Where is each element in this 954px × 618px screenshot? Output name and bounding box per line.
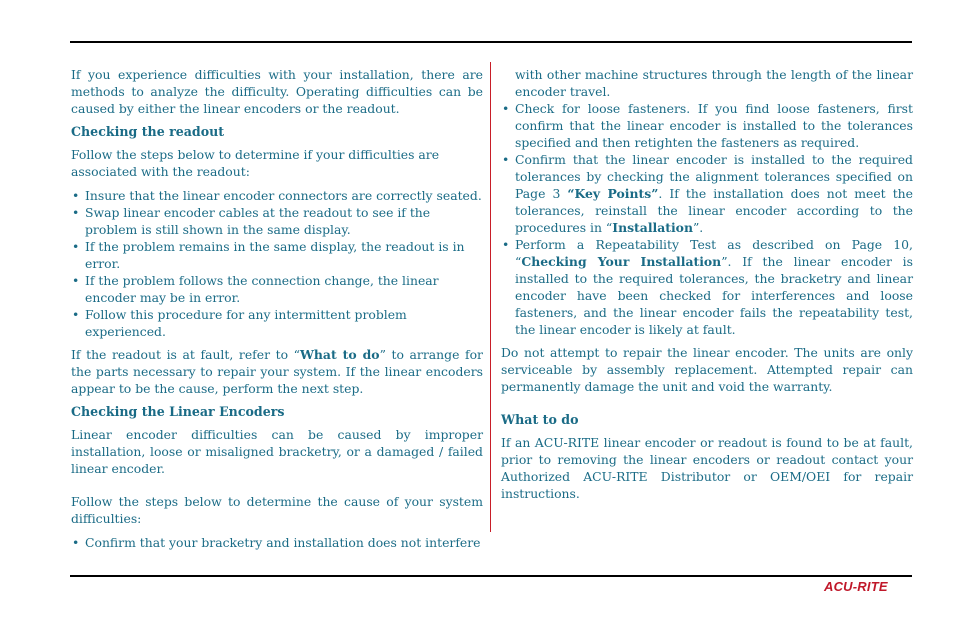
heading-checking-readout: Checking the readout: [71, 124, 225, 139]
bullet-icon: •: [72, 307, 80, 322]
bullet-icon: •: [502, 152, 510, 167]
bullet-icon: •: [72, 239, 80, 254]
list-item: • Follow this procedure for any intermittent problem experienced.: [72, 307, 407, 339]
list-item: • Confirm that the linear encoder is installed to the required tolerances by checking the alignment tolerances specified on Page 3 “Key Points”. If the installation does not meet the tolerances, reinstall the linear encoder according to the procedures in “Installation”.: [502, 152, 913, 235]
list-item: • Confirm that your bracketry and installation does not interfere: [72, 535, 481, 550]
encoders-paragraph: Linear encoder difficulties can be caused by improper installation, loose or misaligned bracketry, or a damaged / failed linear encoder.: [71, 427, 483, 476]
list-item: • Perform a Repeatability Test as described on Page 10, “Checking Your Installation”. If the linear encoder is installed to the required tolerances, the bracketry and linear encoder have been checked for interferences and loose fasteners, and the linear encoder fails the repeatability test, the linear encoder is likely at fault.: [502, 237, 913, 337]
list-item: • Swap linear encoder cables at the readout to see if the problem is still shown in the same display.: [72, 205, 431, 237]
readout-intro: Follow the steps below to determine if your difficulties are associated with the readout:: [71, 147, 440, 179]
bullet-icon: •: [72, 188, 80, 203]
encoders-intro: Follow the steps below to determine the cause of your system difficulties:: [71, 494, 483, 526]
bullet-icon: •: [502, 101, 510, 116]
header-rule: [70, 41, 912, 43]
left-column: [71, 66, 483, 551]
list-item: • If the problem remains in the same display, the readout is in error.: [72, 239, 465, 271]
installation-reference: Installation: [612, 220, 693, 235]
list-item: • Insure that the linear encoder connectors are correctly seated.: [72, 188, 482, 203]
bullet-icon: •: [502, 237, 510, 252]
what-to-do-paragraph: If an ACU-RITE linear encoder or readout is found to be at fault, prior to removing the linear encoders or readout contact your Authorized ACU-RITE Distributor or OEM/OEI for repair instructions.: [501, 435, 913, 501]
bullet-icon: •: [72, 273, 80, 288]
repair-warning-paragraph: Do not attempt to repair the linear encoder. The units are only serviceable by assembly replacement. Attempted repair can permanently damage the unit and void the warranty.: [501, 345, 913, 394]
list-item: • If the problem follows the connection change, the linear encoder may be in error.: [72, 273, 439, 305]
bullet-icon: •: [72, 205, 80, 220]
checking-installation-reference: Checking Your Installation: [521, 254, 722, 269]
key-points-reference: “Key Points”: [567, 186, 659, 201]
readout-fault-paragraph: If the readout is at fault, refer to “What to do” to arrange for the parts necessary to repair your system. If the linear encoders appear to be the cause, perform the next step.: [71, 347, 483, 396]
list-item-continuation: with other machine structures through the length of the linear encoder travel.: [515, 67, 913, 99]
readout-steps-list: [71, 187, 483, 340]
right-column: [501, 66, 913, 502]
encoder-steps-list: [71, 534, 483, 551]
intro-paragraph: If you experience difficulties with your installation, there are methods to analyze the difficulty. Operating difficulties can be caused by either the linear encoders or the readout.: [71, 67, 483, 116]
encoder-steps-list-continued: [501, 100, 913, 338]
heading-what-to-do: What to do: [501, 412, 579, 427]
footer-rule: [70, 575, 912, 577]
list-item: • Check for loose fasteners. If you find loose fasteners, first confirm that the linear encoder is installed to the tolerances specified and then retighten the fasteners as required.: [502, 101, 913, 150]
brand-logo: ACU-RITE: [824, 579, 888, 594]
what-to-do-reference: What to do: [300, 347, 380, 362]
column-divider: [490, 62, 491, 532]
bullet-icon: •: [72, 535, 80, 550]
heading-checking-encoders: Checking the Linear Encoders: [71, 404, 285, 419]
